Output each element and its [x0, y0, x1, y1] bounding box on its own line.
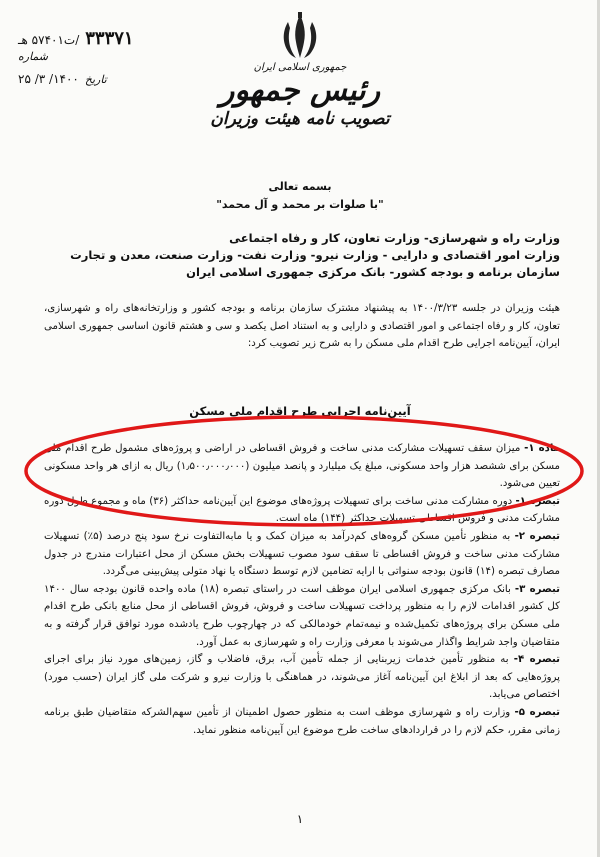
recipient-line: سازمان برنامه و بودجه کشور- بانک مرکزی جمهوری اسلامی ایران [186, 265, 560, 279]
article-label: تبصره ۱- [515, 495, 560, 507]
republic-name: جمهوری اسلامی ایران [253, 62, 347, 73]
opening [150, 178, 450, 214]
date-label: تاریخ [84, 73, 107, 86]
article-label: تبصره ۵- [514, 706, 560, 718]
article-label: تبصره ۲- [514, 530, 560, 542]
opening-line-2: "با صلوات بر محمد و آل محمد" [216, 198, 384, 211]
article-label: تبصره ۴- [513, 654, 560, 666]
article-text: وزارت راه و شهرسازی موظف است به منظور حصول اطمینان از تأمین سهم‌الشرکه متقاضیان طبق برنامه زمانی مقرر، حکم لازم را در قراردادهای ساخت طرح موضوع این آیین‌نامه منظور نماید. [44, 706, 560, 736]
presidency-title: رئیس جمهور [219, 73, 381, 108]
reference-code: /ت۵۷۴۰۱ هـ [18, 33, 80, 47]
letterhead [180, 62, 420, 129]
iran-emblem-icon [276, 10, 324, 62]
article-text: به منظور تأمین مسکن گروه‌های کم‌درآمد به میزان کمک و یا مابه‌التفاوت نرخ سود پنج درصد (۵٪) تسهیلات مشارکت مدنی ساخت و فروش اقساطی تا سقف سود مصوب تسهیلات بخش مسکن از محل اعتبارات مندرج در جدول مصارف تبصره (۱۴) قانون بودجه سنواتی با ارایه تضامین لازم توسط دستگاه یا نهاد متولی پیش‌بینی می‌گردد. [44, 530, 560, 578]
opening-line-1: بسمه تعالی [268, 180, 332, 193]
intro-paragraph: هیئت وزیران در جلسه ۱۴۰۰/۳/۲۳ به پیشنهاد مشترک سازمان برنامه و بودجه کشور و وزارتخانه‌های راه و شهرسازی، تعاون، کار و رفاه اجتماعی و امور اقتصادی و دارایی و به استناد اصل یکصد و سی و هشتم قانون اساسی جمهوری اسلامی ایران، آیین‌نامه اجرایی طرح اقدام ملی مسکن را به شرح زیر تصویب کرد: [44, 303, 560, 350]
article-paragraph [44, 528, 560, 581]
article-paragraph [44, 581, 560, 651]
article-paragraph [44, 440, 560, 493]
date-value: ۱۴۰۰/ ۳/ ۲۵ [18, 72, 79, 86]
page-number: ۱ [296, 812, 304, 826]
article-paragraph [44, 704, 560, 739]
article-paragraph [44, 493, 560, 528]
recipient-line: وزارت راه و شهرسازی- وزارت تعاون، کار و رفاه اجتماعی [229, 231, 560, 245]
recipient-line: وزارت امور اقتصادی و دارایی - وزارت نیرو- وزارت نفت- وزارت صنعت، معدن و تجارت [70, 248, 560, 262]
article-label: تبصره ۳- [514, 583, 561, 595]
articles [44, 440, 560, 739]
regulation-title: آیین‌نامه اجرایی طرح اقدام ملی مسکن [189, 404, 411, 418]
article-text: دوره مشارکت مدنی ساخت برای تسهیلات پروژه‌های موضوع این آیین‌نامه حداکثر (۳۶) ماه و مجموع طول دوره مشارکت مدنی و فروش اقساطی تسهیلات حداکثر (۱۴۴) ماه است. [44, 495, 560, 525]
article-text: به منظور تأمین خدمات زیربنایی از جمله تأمین آب، برق، فاضلاب و گاز، زمین‌های مورد نیاز برای اجرای پروژه‌هایی که بعد از ابلاغ این آیین‌نامه آغاز می‌شوند، در هماهنگی با وزارت نیرو و شرکت ملی گاز ایران (حسب مورد) اختصاص می‌یابد. [44, 654, 560, 701]
number-label: شماره [18, 50, 49, 63]
reference-stamp [18, 28, 168, 94]
article-paragraph [44, 651, 560, 704]
reference-number: ۳۳۳۷۱ [85, 28, 134, 49]
cabinet-decree-subtitle: تصویب نامه هیئت وزیران [210, 109, 390, 129]
recipients-list [60, 230, 560, 281]
article-text: بانک مرکزی جمهوری اسلامی ایران موظف است در راستای تبصره (۱۸) ماده واحده قانون بودجه سال ۱۴۰۰ کل کشور اقدامات لازم را به منظور پرداخت تسهیلات ساخت و فروش، فروش اقساطی از محل منابع بانکی طرح اقدام ملی مسکن برای پروژه‌های تکمیل‌شده و نیمه‌تمام خودمالکی که در چهارچوب طرح یادشده مورد توافق قرار گرفته و به متقاضیان واجد شرایط واگذار می‌شوند با معرفی وزارت راه و شهرسازی به عمل آورد. [44, 583, 560, 648]
article-label: ماده ۱- [524, 443, 560, 454]
article-text: میزان سقف تسهیلات مشارکت مدنی ساخت و فروش اقساطی در اراضی و پروژه‌های مشمول طرح اقدام ملی مسکن برای ششصد هزار واحد مسکونی، مبلغ یک میلیارد و پانصد میلیون (۱٫۵۰۰٫۰۰۰٫۰۰۰) ریال به ازای هر واحد مسکونی تعیین می‌شود. [44, 443, 560, 490]
